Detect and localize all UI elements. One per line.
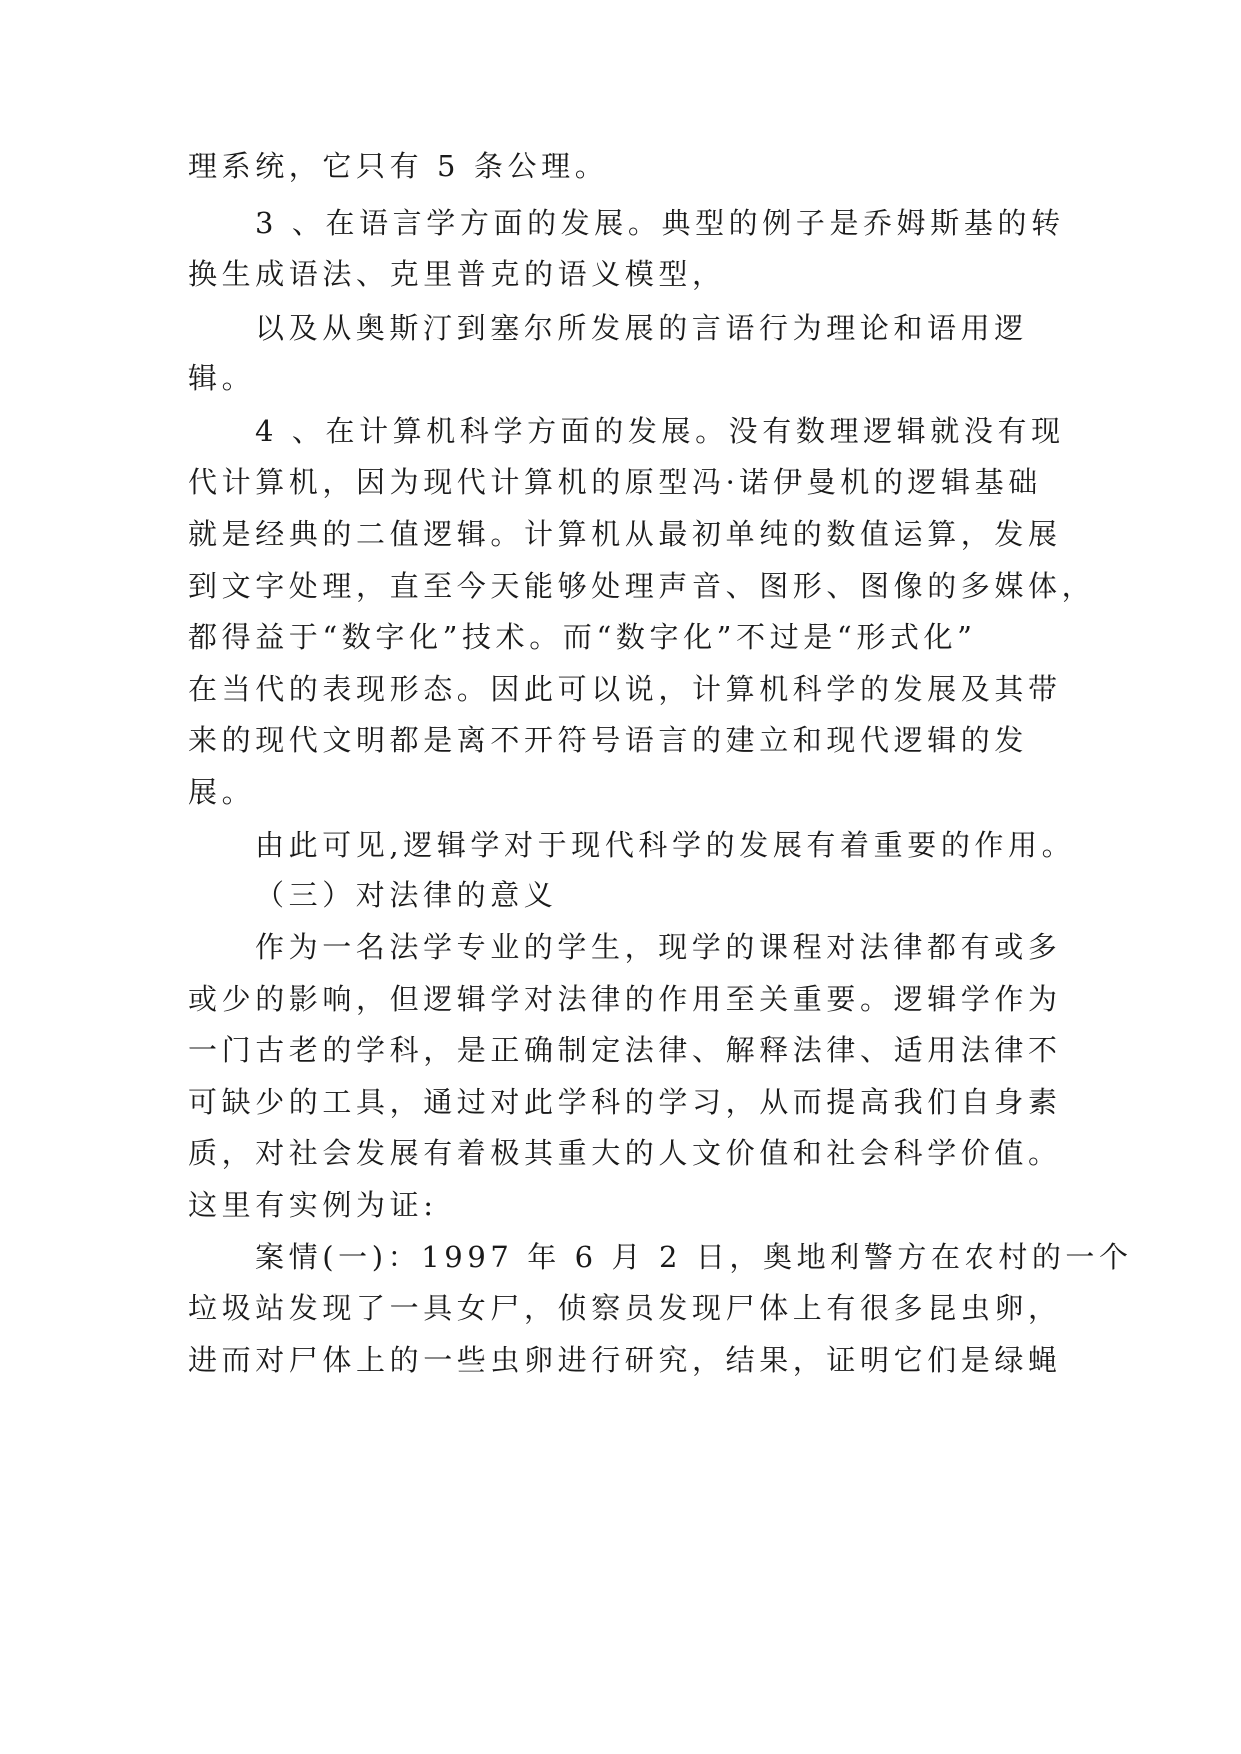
paragraph-line: 都得益于“数字化”技术。而“数字化”不过是“形式化” [188,620,977,654]
paragraph-line: 进而对尸体上的一些虫卵进行研究，结果，证明它们是绿蝇 [188,1343,1062,1377]
paragraph-line: 由此可见,逻辑学对于现代科学的发展有着重要的作用。 [255,828,1076,862]
paragraph-line: 换生成语法、克里普克的语义模型， [188,257,726,291]
paragraph-line: 在当代的表现形态。因此可以说，计算机科学的发展及其带 [188,672,1062,706]
paragraph-line: 理系统，它只有 5 条公理。 [188,149,609,183]
paragraph-line: 垃圾站发现了一具女尸，侦察员发现尸体上有很多昆虫卵， [188,1291,1062,1325]
paragraph-line: 可缺少的工具，通过对此学科的学习，从而提高我们自身素 [188,1085,1062,1119]
paragraph-line: 质，对社会发展有着极其重大的人文价值和社会科学价值。 [188,1136,1062,1170]
paragraph-line: 以及从奥斯汀到塞尔所发展的言语行为理论和语用逻 [255,311,1028,345]
paragraph-line: 辑。 [188,361,256,395]
paragraph-line: 代计算机，因为现代计算机的原型冯·诺伊曼机的逻辑基础 [188,465,1042,499]
paragraph-line: 作为一名法学专业的学生，现学的课程对法律都有或多 [255,930,1062,964]
paragraph-line: 这里有实例为证: [188,1188,438,1222]
paragraph-line: 一门古老的学科，是正确制定法律、解释法律、适用法律不 [188,1033,1062,1067]
paragraph-line: 4 、在计算机科学方面的发展。没有数理逻辑就没有现 [255,414,1065,448]
paragraph-line: 就是经典的二值逻辑。计算机从最初单纯的数值运算，发展 [188,517,1062,551]
section-heading: （三）对法律的意义 [255,878,558,912]
paragraph-line: 案情(一)：1997 年 6 月 2 日，奥地利警方在农村的一个 [255,1240,1133,1274]
paragraph-line: 或少的影响，但逻辑学对法律的作用至关重要。逻辑学作为 [188,982,1062,1016]
paragraph-line: 来的现代文明都是离不开符号语言的建立和现代逻辑的发 [188,723,1029,757]
paragraph-line: 3 、在语言学方面的发展。典型的例子是乔姆斯基的转 [255,206,1065,240]
paragraph-line: 到文字处理，直至今天能够处理声音、图形、图像的多媒体， [188,569,1096,603]
paragraph-line: 展。 [188,775,256,809]
